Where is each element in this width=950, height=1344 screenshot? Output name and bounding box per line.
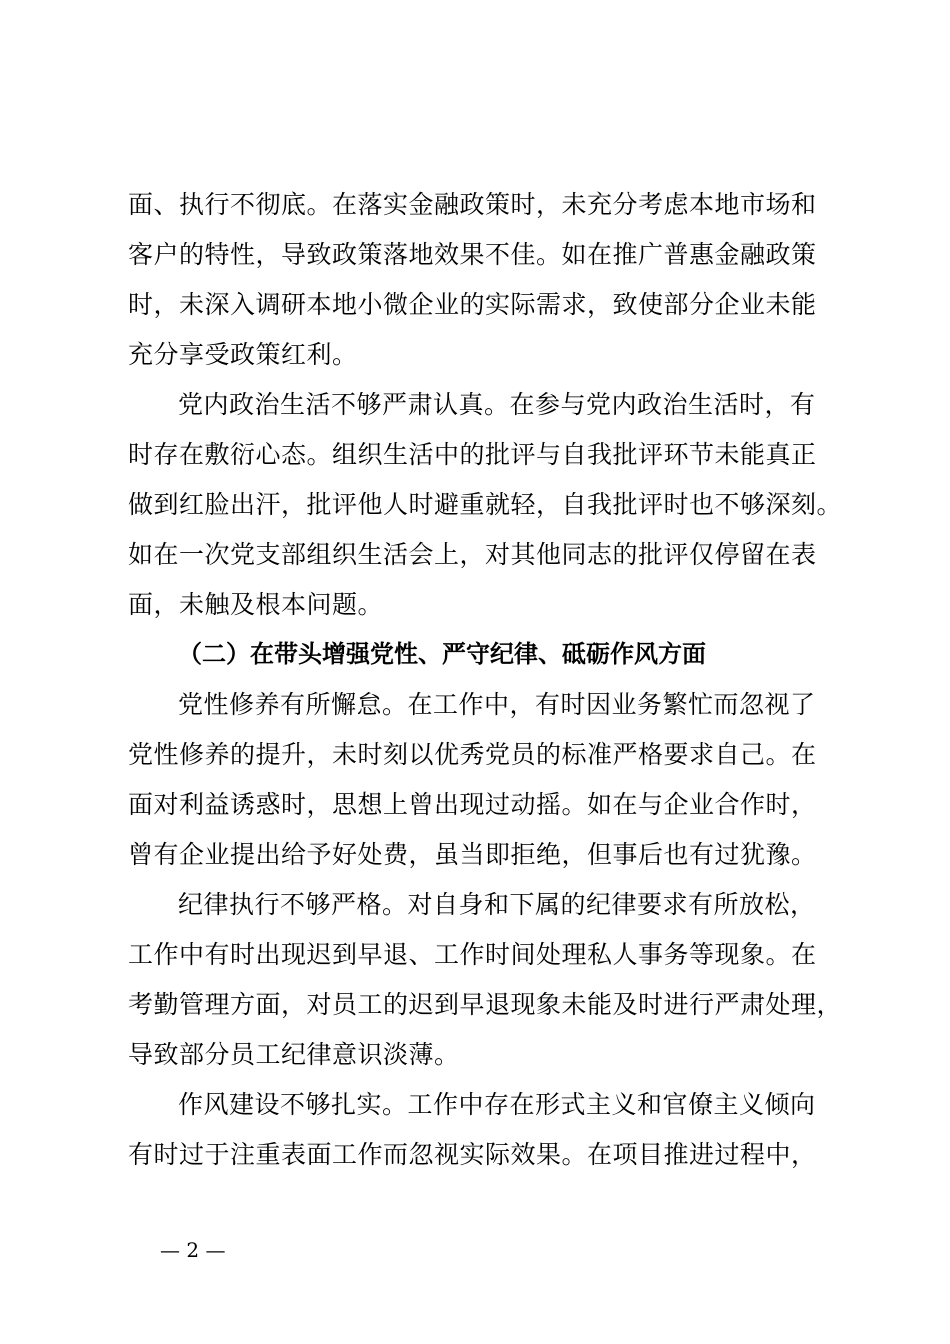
paragraph-start-line: 作风建设不够扎实。工作中存在形式主义和官僚主义倾向 [178,1090,816,1119]
text-line: 充分享受政策红利。 [128,340,358,369]
text-line: 有时过于注重表面工作而忽视实际效果。在项目推进过程中， [128,1140,817,1169]
text-line: 面，未触及根本问题。 [128,590,384,619]
text-line: 考勤管理方面，对员工的迟到早退现象未能及时进行严肃处理， [128,990,843,1019]
paragraph-start-line: 党性修养有所懈怠。在工作中，有时因业务繁忙而忽视了 [178,690,816,719]
text-line: 工作中有时出现迟到早退、工作时间处理私人事务等现象。在 [128,940,817,969]
section-heading: （二）在带头增强党性、严守纪律、砥砺作风方面 [178,640,706,668]
text-line: 曾有企业提出给予好处费，虽当即拒绝，但事后也有过犹豫。 [128,840,817,869]
paragraph-start-line: 纪律执行不够严格。对自身和下属的纪律要求有所放松， [178,890,816,919]
text-line: 客户的特性，导致政策落地效果不佳。如在推广普惠金融政策 [128,240,817,269]
text-line: 时存在敷衍心态。组织生活中的批评与自我批评环节未能真正 [128,440,817,469]
text-line: 面、执行不彻底。在落实金融政策时，未充分考虑本地市场和 [128,190,817,219]
text-line: 面对利益诱惑时，思想上曾出现过动摇。如在与企业合作时， [128,790,817,819]
text-line: 党性修养的提升，未时刻以优秀党员的标准严格要求自己。在 [128,740,817,769]
text-line: 做到红脸出汗，批评他人时避重就轻，自我批评时也不够深刻。 [128,490,843,519]
paragraph-start-line: 党内政治生活不够严肃认真。在参与党内政治生活时，有 [178,390,816,419]
page-number: — 2 — [160,1238,226,1262]
text-line: 导致部分员工纪律意识淡薄。 [128,1040,460,1069]
text-line: 时，未深入调研本地小微企业的实际需求，致使部分企业未能 [128,290,817,319]
text-line: 如在一次党支部组织生活会上，对其他同志的批评仅停留在表 [128,540,817,569]
